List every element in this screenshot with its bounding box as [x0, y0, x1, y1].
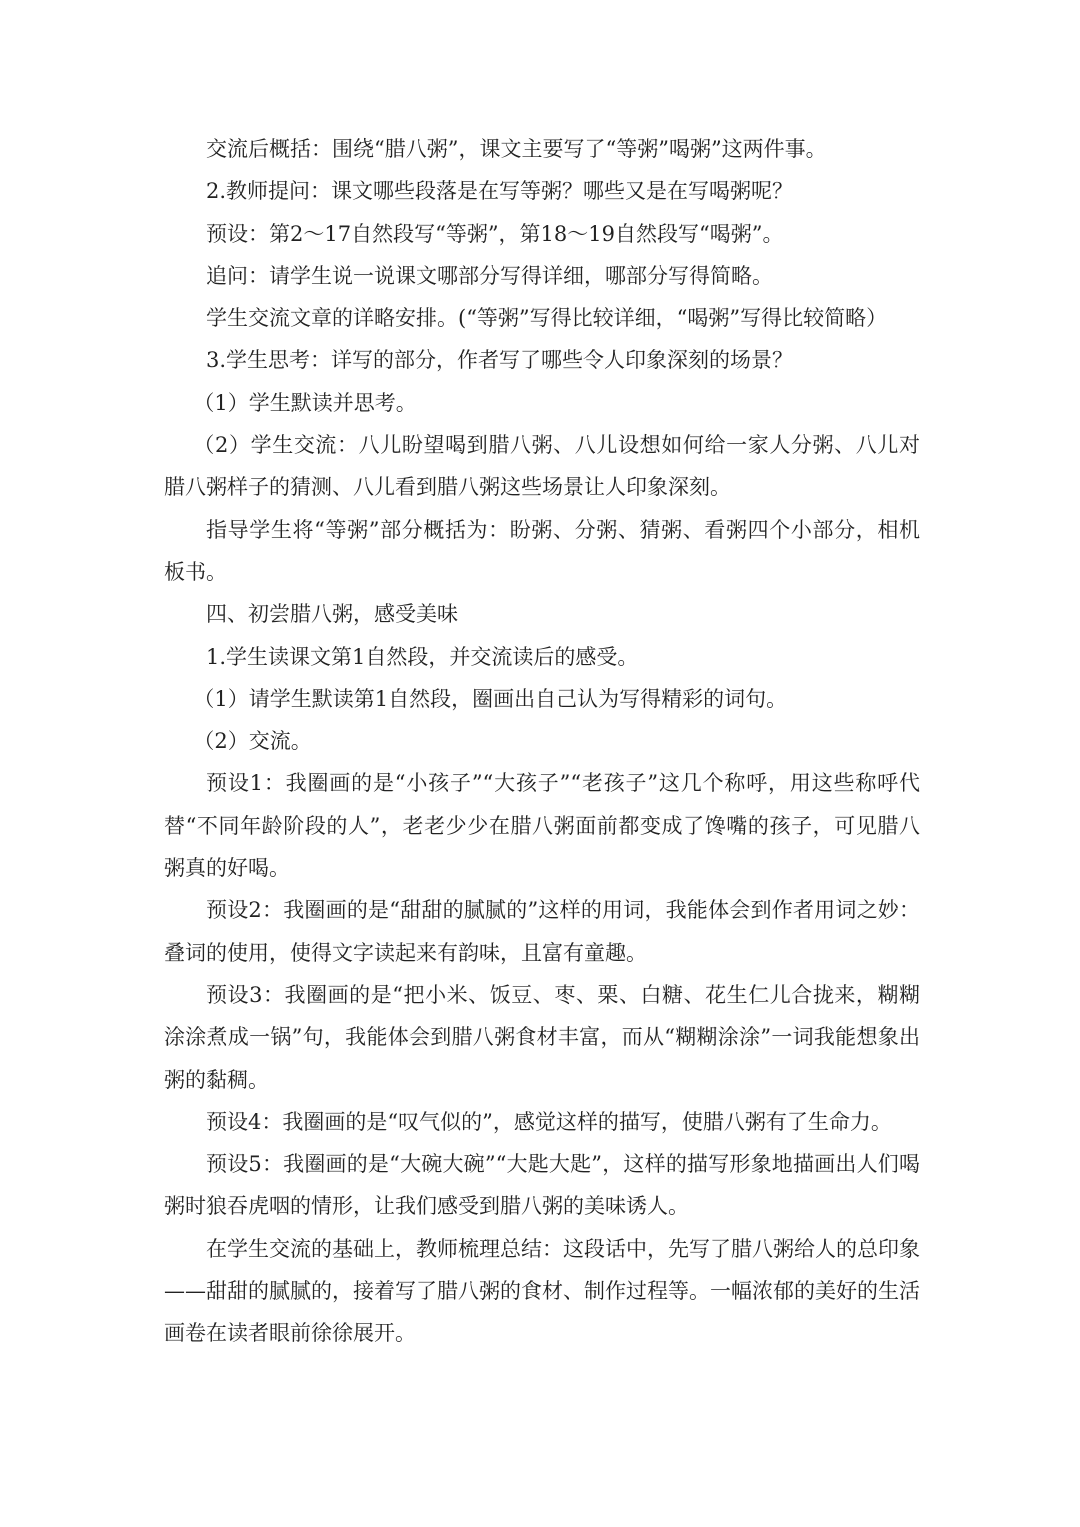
paragraph-read-text: 1.学生读课文第1自然段，并交流读后的感受。: [206, 644, 639, 669]
paragraph-teacher-question: 2.教师提问：课文哪些段落是在写等粥？哪些又是在写喝粥呢？: [206, 179, 794, 204]
paragraph-preset-1: 预设1：我圈画的是“小孩子”“大孩子”“老孩子”这几个称呼，用这些称呼代替“不同年龄阶段的人”，老老少少在腊八粥面前都变成了馋嘴的孩子，可见腊八粥真的好喝。: [164, 771, 920, 881]
paragraph-detail-arrangement: 学生交流文章的详略安排。(“等粥”写得比较详细，“喝粥”写得比较简略）: [206, 306, 888, 331]
paragraph-student-thinking: 3.学生思考：详写的部分，作者写了哪些令人印象深刻的场景？: [206, 348, 794, 373]
paragraph-preset-3: 预设3：我圈画的是“把小米、饭豆、枣、栗、白糖、花生仁儿合拢来，糊糊涂涂煮成一锅”句，我能体会到腊八粥食材丰富，而从“糊糊涂涂”一词我能想象出粥的黏稠。: [164, 982, 920, 1092]
paragraph-summary: 交流后概括：围绕“腊八粥”，课文主要写了“等粥”喝粥”这两件事。: [206, 137, 827, 161]
paragraph-preset-4: 预设4：我圈画的是“叹气似的”，感觉这样的描写，使腊八粥有了生命力。: [206, 1109, 892, 1134]
paragraph-follow-up: 追问：请学生说一说课文哪部分写得详细，哪部分写得简略。: [206, 263, 773, 288]
section-heading: 四、初尝腊八粥，感受美味: [206, 602, 458, 627]
paragraph-circle-words: （1）请学生默读第1自然段，圈画出自己认为写得精彩的词句。: [193, 686, 788, 711]
paragraph-student-exchange: （2）学生交流：八儿盼望喝到腊八粥、八儿设想如何给一家人分粥、八儿对腊八粥样子的猜测、八儿看到腊八粥这些场景让人印象深刻。: [164, 433, 920, 500]
paragraph-silent-reading: （1）学生默读并思考。: [193, 390, 417, 415]
paragraph-exchange: （2）交流。: [193, 729, 312, 754]
paragraph-teacher-summary: 在学生交流的基础上，教师梳理总结：这段话中，先写了腊八粥给人的总印象——甜甜的腻腻的，接着写了腊八粥的食材、制作过程等。一幅浓郁的美好的生活画卷在读者眼前徐徐展开。: [164, 1236, 920, 1346]
paragraph-guidance: 指导学生将“等粥”部分概括为：盼粥、分粥、猜粥、看粥四个小部分，相机板书。: [164, 517, 920, 584]
paragraph-preset-5: 预设5：我圈画的是“大碗大碗”“大匙大匙”，这样的描写形象地描画出人们喝粥时狼吞虎咽的情形，让我们感受到腊八粥的美味诱人。: [164, 1152, 920, 1219]
paragraph-preset: 预设：第2～17自然段写“等粥”，第18～19自然段写“喝粥”。: [206, 221, 784, 246]
paragraph-preset-2: 预设2：我圈画的是“甜甜的腻腻的”这样的用词，我能体会到作者用词之妙：叠词的使用，使得文字读起来有韵味，且富有童趣。: [164, 898, 920, 965]
document-body: [164, 128, 920, 1355]
